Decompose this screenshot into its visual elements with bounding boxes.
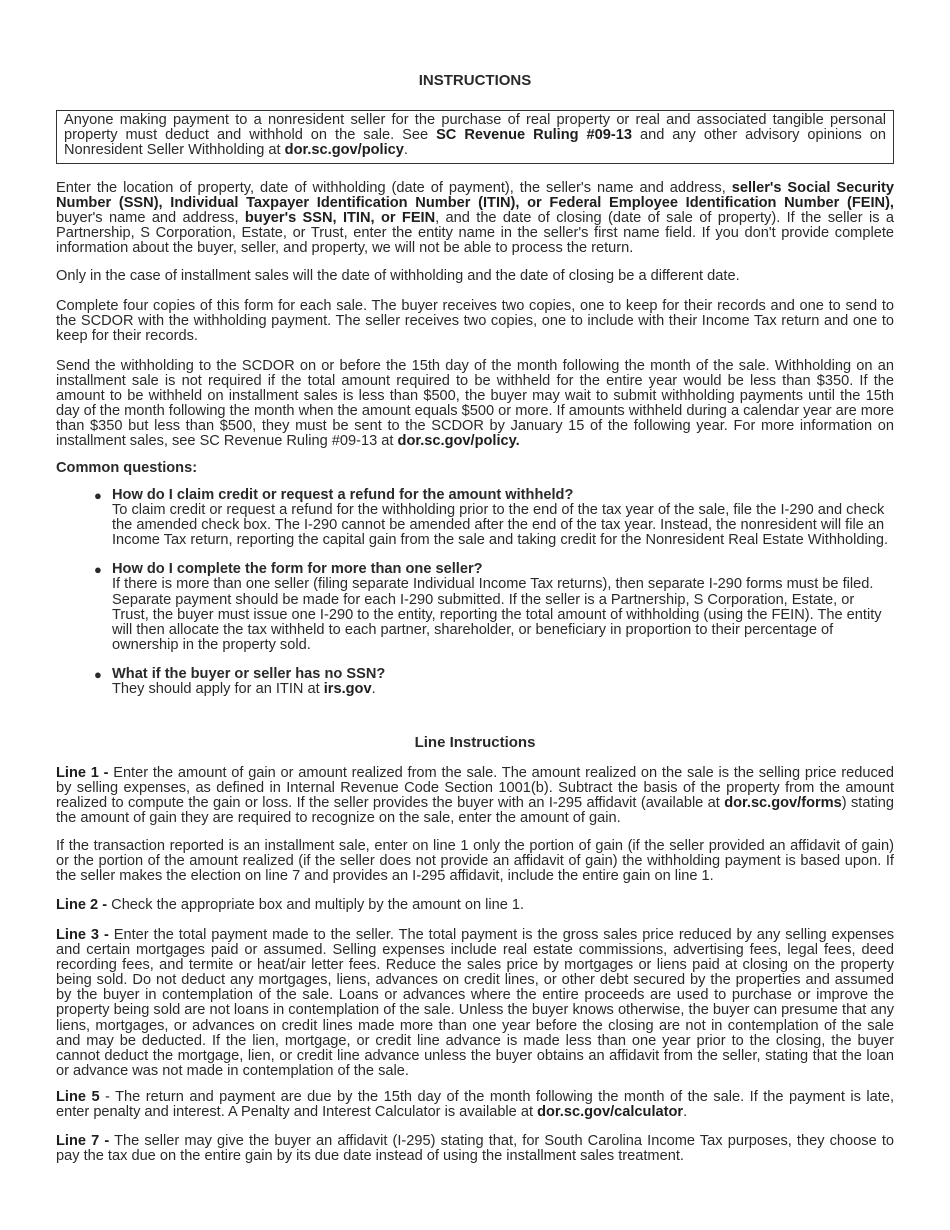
line-3-label: Line 3 - — [56, 927, 109, 943]
line-5-instructions: Line 5 - The return and payment are due by the 15th day of the month following the month of the sale. If the payment is late, enter penalty and interest. A Penalty and Interest Calculator is available at dor.sc.gov/calculator. — [56, 1089, 895, 1121]
list-item — [56, 667, 894, 697]
common-questions-heading: Common questions: — [56, 460, 198, 476]
line-2-instructions: Line 2 - Check the appropriate box and multiply by the amount on line 1. — [56, 897, 525, 913]
line-1-installment-instructions: If the transaction reported is an installment sale, enter on line 1 only the portion of gain (if the seller provided an affidavit of gain) or the portion of the amount realized (if the seller does not provide an affidavit of gain) the withholding payment is based upon. If the seller makes the election on line 7 and provides an I-295 affidavit, include the entire gain on line 1. — [56, 838, 894, 885]
line-2-label: Line 2 - — [56, 897, 108, 913]
page-title: INSTRUCTIONS — [418, 72, 532, 89]
bullet-icon: ● — [94, 562, 102, 578]
notice-policy-link[interactable]: dor.sc.gov/policy — [284, 142, 404, 159]
irs-link[interactable]: irs.gov — [323, 681, 372, 698]
bullet-icon: ● — [94, 666, 102, 682]
paragraph-installment-dates: Only in the case of installment sales will the date of withholding and the date of closing be a different date. — [56, 268, 740, 284]
paragraph-property-info: Enter the location of property, date of withholding (date of payment), the seller's name and address, seller's Social Security Number (SSN), Individual Taxpayer Identification Number (ITIN), or Federal Employee Identification Number (FEIN), buyer's name and address, buyer's SSN, ITIN, or FEIN, and the date of closing (date of sale of property). If the seller is a Partnership, S Corporation, Estate, or Trust, enter the entity name in the seller's first name field. If you don't provide complete information about the buyer, seller, and property, we will not be able to process the return. — [56, 180, 894, 257]
list-item — [56, 488, 894, 548]
paragraph-send-withholding: Send the withholding to the SCDOR on or before the 15th day of the month following the month of the sale. Withholding on an installment sale is not required if the total amount required to be withheld for the entire year would be less than $350. If the amount to be withheld on installment sales is less than $500, the buyer may wait to submit withholding payments until the 15th day of the month following the month when the amount equals $500 or more. If amounts withheld during a calendar year are more than $350 but less than $500, they must be sent to the SCDOR by January 15 of the following year. For more information on installment sales, see SC Revenue Ruling #09-13 at dor.sc.gov/policy. — [56, 358, 895, 450]
common-questions-list — [56, 488, 894, 697]
notice-text-2: and any other advisory opinions on Nonresident Seller Withholding at — [64, 127, 886, 159]
question: How do I complete the form for more than one seller? — [112, 561, 483, 578]
bullet-icon: ● — [94, 488, 102, 503]
line-5-label: Line 5 — [56, 1089, 100, 1105]
line-1-instructions: Line 1 - Enter the amount of gain or amount realized from the sale. The amount realized on the sale is the selling price reduced by selling expenses, as defined in Internal Revenue Code Section 1001(b). Subtract the basis of the property from the amount realized to compute the gain or loss. If the seller provides the buyer with an I-295 affidavit (available at dor.sc.gov/forms) stating the amount of gain they are required to recognize on the sale, enter the amount of gain. — [56, 765, 894, 827]
line-instructions-heading: Line Instructions — [414, 734, 536, 751]
answer: They should apply for an ITIN at irs.gov. — [112, 681, 376, 698]
line-7-label: Line 7 - — [56, 1133, 110, 1149]
answer: To claim credit or request a refund for the withholding prior to the end of the tax year of the sale, file the I-290 and check the amended check box. The I-290 cannot be amended after the end of the tax year. Instead, the nonresident will file an Income Tax return, reporting the capital gain from the sale and taking credit for the Nonresident Real Estate Withholding. — [112, 502, 889, 549]
paragraph-copies: Complete four copies of this form for each sale. The buyer receives two copies, one to keep for their records and one to send to the SCDOR with the withholding payment. The seller receives two copies, one to include with their Income Tax return and one to keep for their records. — [56, 298, 894, 345]
forms-link[interactable]: dor.sc.gov/forms — [724, 795, 842, 812]
line-7-instructions: Line 7 - The seller may give the buyer an affidavit (I-295) stating that, for South Carolina Income Tax purposes, they choose to pay the tax due on the entire gain by its due date instead of using the installment sales treatment. — [56, 1133, 894, 1165]
notice-text: Anyone making payment to a nonresident seller for the purchase of real property or real and associated tangible personal property must deduct and withhold on the sale. See — [64, 112, 886, 144]
policy-link[interactable]: dor.sc.gov/policy. — [397, 433, 520, 450]
line-3-instructions: Line 3 - Enter the total payment made to the seller. The total payment is the gross sales price reduced by any selling expenses and certain mortgages paid or assumed. Selling expenses include real estate commissions, advertising fees, legal fees, deed recording fees, and termite or heat/air letter fees. Reduce the sales price by mortgages or liens paid at closing on the property being sold. Do not deduct any mortgages, liens, advances on credit lines, or other debt secured by the properties and assumed by the buyer in contemplation of the sale. Loans or advances where the entire proceeds are used to purchase or improve the property being sold are not loans in contemplation of the sale. Unless the buyer knows otherwise, the buyer can presume that any liens, mortgages, or advances on credit lines made more than one year before the closing are not in contemplation of the sale and may be deducted. If the lien, mortgage, or credit line advance is made less than one year prior to the closing, the buyer cannot deduct the mortgage, lien, or credit line advance unless the buyer obtains an affidavit from the seller, stating that the loan or advance was not made in contemplation of the sale. — [56, 927, 894, 1079]
question: How do I claim credit or request a refund for the amount withheld? — [112, 487, 574, 503]
question: What if the buyer or seller has no SSN? — [112, 665, 386, 682]
calculator-link[interactable]: dor.sc.gov/calculator — [537, 1104, 684, 1121]
withholding-notice-box: Anyone making payment to a nonresident seller for the purchase of real property or real and associated tangible personal property must deduct and withhold on the sale. See SC Revenue Ruling #09-13 and any other advisory opinions on Nonresident Seller Withholding at dor.sc.gov/policy. — [56, 110, 894, 164]
notice-ruling: SC Revenue Ruling #09-13 — [436, 127, 632, 144]
line-1-label: Line 1 - — [56, 765, 109, 781]
list-item — [56, 562, 894, 653]
answer: If there is more than one seller (filing separate Individual Income Tax returns), then separate I-290 forms must be filed. Separate payment should be made for each I-290 submitted. If the seller is a Partnership, S Corporation, Estate, or Trust, the buyer must issue one I-290 to the entity, reporting the total amount of withholding (using the FEIN). The entity will then allocate the tax withheld to each partner, shareholder, or beneficiary in proportion to their percentage of ownership in the property sold. — [112, 576, 882, 653]
